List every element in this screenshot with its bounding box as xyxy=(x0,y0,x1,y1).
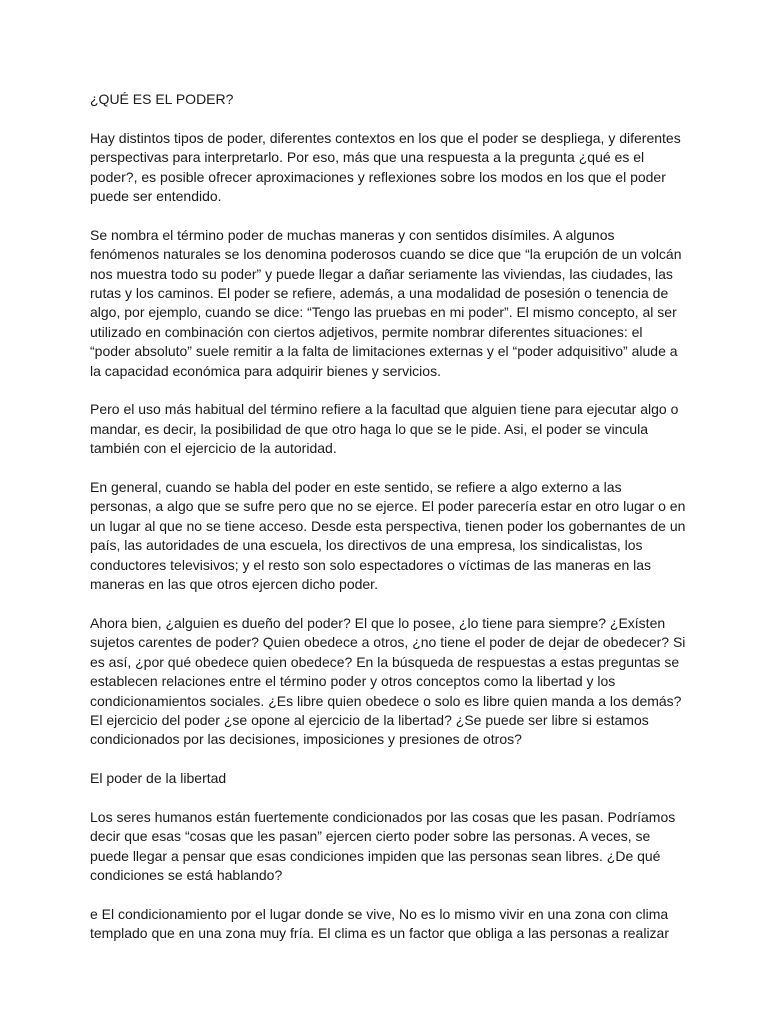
text-line: Ahora bien, ¿alguien es dueño del poder? El que lo posee, ¿lo tiene para siempre? ¿Exísten xyxy=(90,614,666,631)
text-line: rutas y los caminos. El poder se refiere, además, a una modalidad de posesión o tenencia de xyxy=(90,285,669,302)
text-line: e El condicionamiento por el lugar donde se vive, No es lo mismo vivir en una zona con clima xyxy=(90,905,669,922)
text-line: Se nombra el término poder de muchas maneras y con sentidos disímiles. A algunos xyxy=(90,226,615,243)
text-line: conductores televisivos; y el resto son solo espectadores o víctimas de las maneras en las xyxy=(90,556,652,573)
text-line: sujetos carentes de poder? Quien obedece a otros, ¿no tiene el poder de dejar de obedecer? Si xyxy=(90,634,686,651)
document-title: ¿QUÉ ES EL PODER? xyxy=(90,91,234,107)
text-line: fenómenos naturales se los denomina poderosos cuando se dice que “la erupción de un volcán xyxy=(90,246,682,263)
paragraph-general xyxy=(90,478,690,594)
text-line: templado que en una zona muy fría. El clima es un factor que obliga a las personas a realizar xyxy=(90,925,669,942)
text-line: perspectivas para interpretarlo. Por eso, más que una respuesta a la pregunta ¿qué es el xyxy=(90,149,645,166)
paragraph-questions xyxy=(90,614,690,750)
text-line: En general, cuando se habla del poder en este sentido, se refiere a algo externo a las xyxy=(90,479,622,496)
text-line: condicionados por las decisiones, imposiciones y presiones de otros? xyxy=(90,731,522,748)
text-line: es así, ¿por qué obedece quien obedece? En la búsqueda de respuestas a estas preguntas se xyxy=(90,653,680,670)
text-line: un lugar al que no se tiene acceso. Desde esta perspectiva, tienen poder los gobernantes de un xyxy=(90,517,686,534)
section-subheading: El poder de la libertad xyxy=(90,770,227,787)
text-line: maneras en las que otros ejercen dicho poder. xyxy=(90,576,378,593)
text-line: personas, a algo que se sufre pero que no se ejerce. El poder parecería estar en otro lugar o en xyxy=(90,498,686,515)
paragraph-intro xyxy=(90,129,690,207)
text-line: nos muestra todo su poder” y puede llegar a dañar seriamente las viviendas, las ciudades, las xyxy=(90,265,673,282)
text-line: condicionamientos sociales. ¿Es libre quien obedece o solo es libre quien manda a los demás? xyxy=(90,692,682,709)
text-line: El ejercicio del poder ¿se opone al ejercicio de la libertad? ¿Se puede ser libre si estamos xyxy=(90,711,649,728)
text-line: algo, por ejemplo, cuando se dice: “Tengo las pruebas en mi poder”. El mismo concepto, al ser xyxy=(90,304,677,321)
text-line: “poder absoluto” suele remitir a la falta de limitaciones externas y el “poder adquisitivo” alude a xyxy=(90,343,678,360)
text-line: establecen relaciones entre el término poder y otros conceptos como la libertad y los xyxy=(90,673,616,690)
text-line: Hay distintos tipos de poder, diferentes contextos en los que el poder se despliega, y diferentes xyxy=(90,129,681,146)
paragraph-conditioning xyxy=(90,808,690,886)
text-line: puede ser entendido. xyxy=(90,188,222,205)
text-line: Pero el uso más habitual del término refiere a la facultad que alguien tiene para ejecutar algo o xyxy=(90,401,679,418)
text-line: también con el ejercicio de la autoridad. xyxy=(90,440,337,457)
text-line: puede llegar a pensar que esas condiciones impiden que las personas sean libres. ¿De qué xyxy=(90,847,661,864)
text-line: condiciones se está hablando? xyxy=(90,867,283,884)
document-body xyxy=(90,90,690,963)
text-line: Los seres humanos están fuertemente condicionados por las cosas que les pasan. Podríamos xyxy=(90,808,676,825)
paragraph-habitual-use xyxy=(90,400,690,458)
text-line: la capacidad económica para adquirir bienes y servicios. xyxy=(90,362,441,379)
text-line: utilizado en combinación con ciertos adjetivos, permite nombrar diferentes situaciones: el xyxy=(90,323,643,340)
text-line: país, las autoridades de una escuela, los directivos de una empresa, los sindicalistas, los xyxy=(90,537,643,554)
paragraph-place xyxy=(90,905,690,944)
text-line: decir que esas “cosas que les pasan” ejercen cierto poder sobre las personas. A veces, se xyxy=(90,828,651,845)
text-line: mandar, es decir, la posibilidad de que otro haga lo que se le pide. Asi, el poder se vincula xyxy=(90,420,649,437)
paragraph-meanings xyxy=(90,226,690,381)
text-line: poder?, es posible ofrecer aproximaciones y reflexiones sobre los modos en los que el poder xyxy=(90,168,666,185)
